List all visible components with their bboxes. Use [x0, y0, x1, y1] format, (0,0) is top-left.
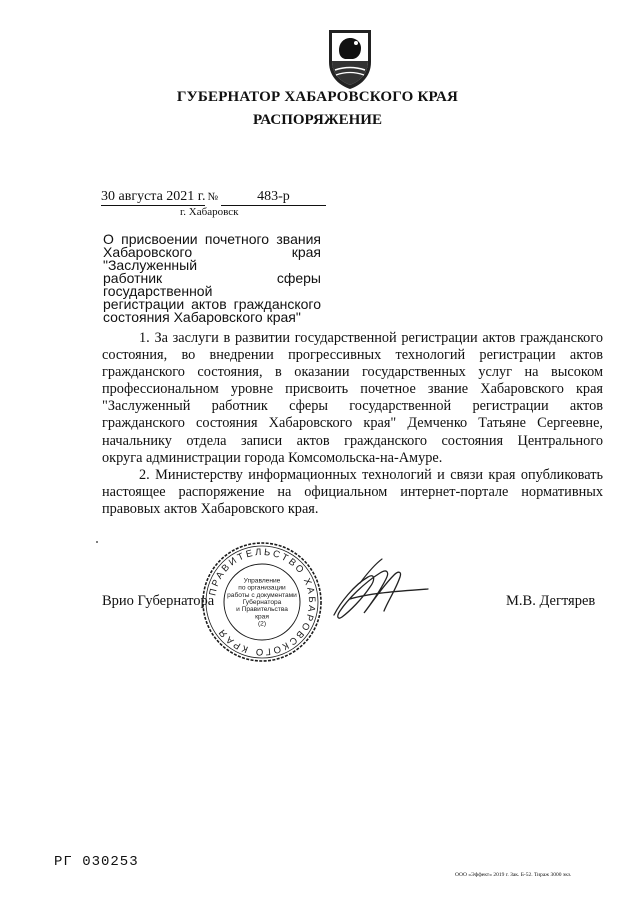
- subject-block: [103, 233, 321, 324]
- body-line: настоящее распоряжение на официальном интернет-портале нормативных: [102, 483, 603, 500]
- scan-speck: [96, 541, 98, 543]
- number-sign: №: [207, 191, 218, 203]
- issuer-title: ГУБЕРНАТОР ХАБАРОВСКОГО КРАЯ: [176, 89, 459, 105]
- seal-inner-line: (2): [257, 620, 267, 628]
- blank-serial-number: РГ 030253: [54, 854, 139, 870]
- subject-line: Хабаровского края "Заслуженный: [103, 244, 321, 273]
- document-type: РАСПОРЯЖЕНИЕ: [253, 112, 382, 128]
- handwritten-signature: [320, 553, 430, 633]
- seal-inner-line: по организации: [238, 584, 286, 592]
- subject-line: О присвоении почетного звания: [103, 231, 321, 247]
- subject-line: состояния Хабаровского края": [103, 309, 301, 325]
- body-line: профессиональном уровне присвоить почетное звание Хабаровского края: [102, 381, 603, 398]
- body-line: гражданского состояния, в оказании государственных услуг на высоком: [102, 364, 603, 381]
- body-line: начальнику отдела записи актов гражданского состояния Центрального: [102, 432, 603, 449]
- subject-line: регистрации актов гражданского: [103, 296, 321, 312]
- date-number-line: [101, 189, 326, 206]
- printer-imprint: ООО «Эффект» 2019 г. Зак. Б-52. Тираж 3000 экз.: [455, 872, 572, 878]
- subject-line: работник сферы государственной: [103, 270, 321, 299]
- body-line: правовых актов Хабаровского края.: [102, 500, 319, 517]
- seal-inner-line: края: [255, 613, 269, 621]
- svg-text:ПРАВИТЕЛЬСТВО ХАБАРОВСКОГО КРА: ПРАВИТЕЛЬСТВО ХАБАРОВСКОГО КРАЯ: [207, 546, 318, 658]
- seal-inner-line: и Правительства: [236, 606, 288, 614]
- body-line: "Заслуженный работник сферы государственной регистрации актов: [102, 398, 603, 415]
- paragraph-1: [102, 330, 603, 467]
- signatory-name: М.В. Дегтярев: [506, 593, 596, 609]
- seal-inner-line: работы с документами: [227, 591, 297, 599]
- body-line: 2. Министерству информационных технологий и связи края опубликовать: [139, 466, 603, 483]
- seal-inner-line: Губернатора: [242, 599, 282, 606]
- signatory-position: Врио Губернатора: [102, 593, 215, 609]
- body-line: округа администрации города Комсомольска-на-Амуре.: [102, 449, 443, 466]
- body-line: состояния, во внедрении прогрессивных технологий регистрации актов: [102, 347, 603, 364]
- issue-city: г. Хабаровск: [180, 206, 239, 218]
- official-seal: [200, 540, 324, 664]
- document-number: 483-р: [221, 189, 326, 206]
- document-date: 30 августа 2021 г.: [101, 189, 206, 204]
- seal-inner-line: Управление: [243, 577, 281, 585]
- body-line: гражданского состояния Хабаровского края" Демченко Татьяне Сергеевне,: [102, 415, 603, 432]
- document-body: [102, 330, 603, 518]
- paragraph-2: [102, 467, 603, 518]
- coat-of-arms-emblem: [325, 28, 375, 90]
- body-line: 1. За заслуги в развитии государственной регистрации актов гражданского: [139, 330, 603, 346]
